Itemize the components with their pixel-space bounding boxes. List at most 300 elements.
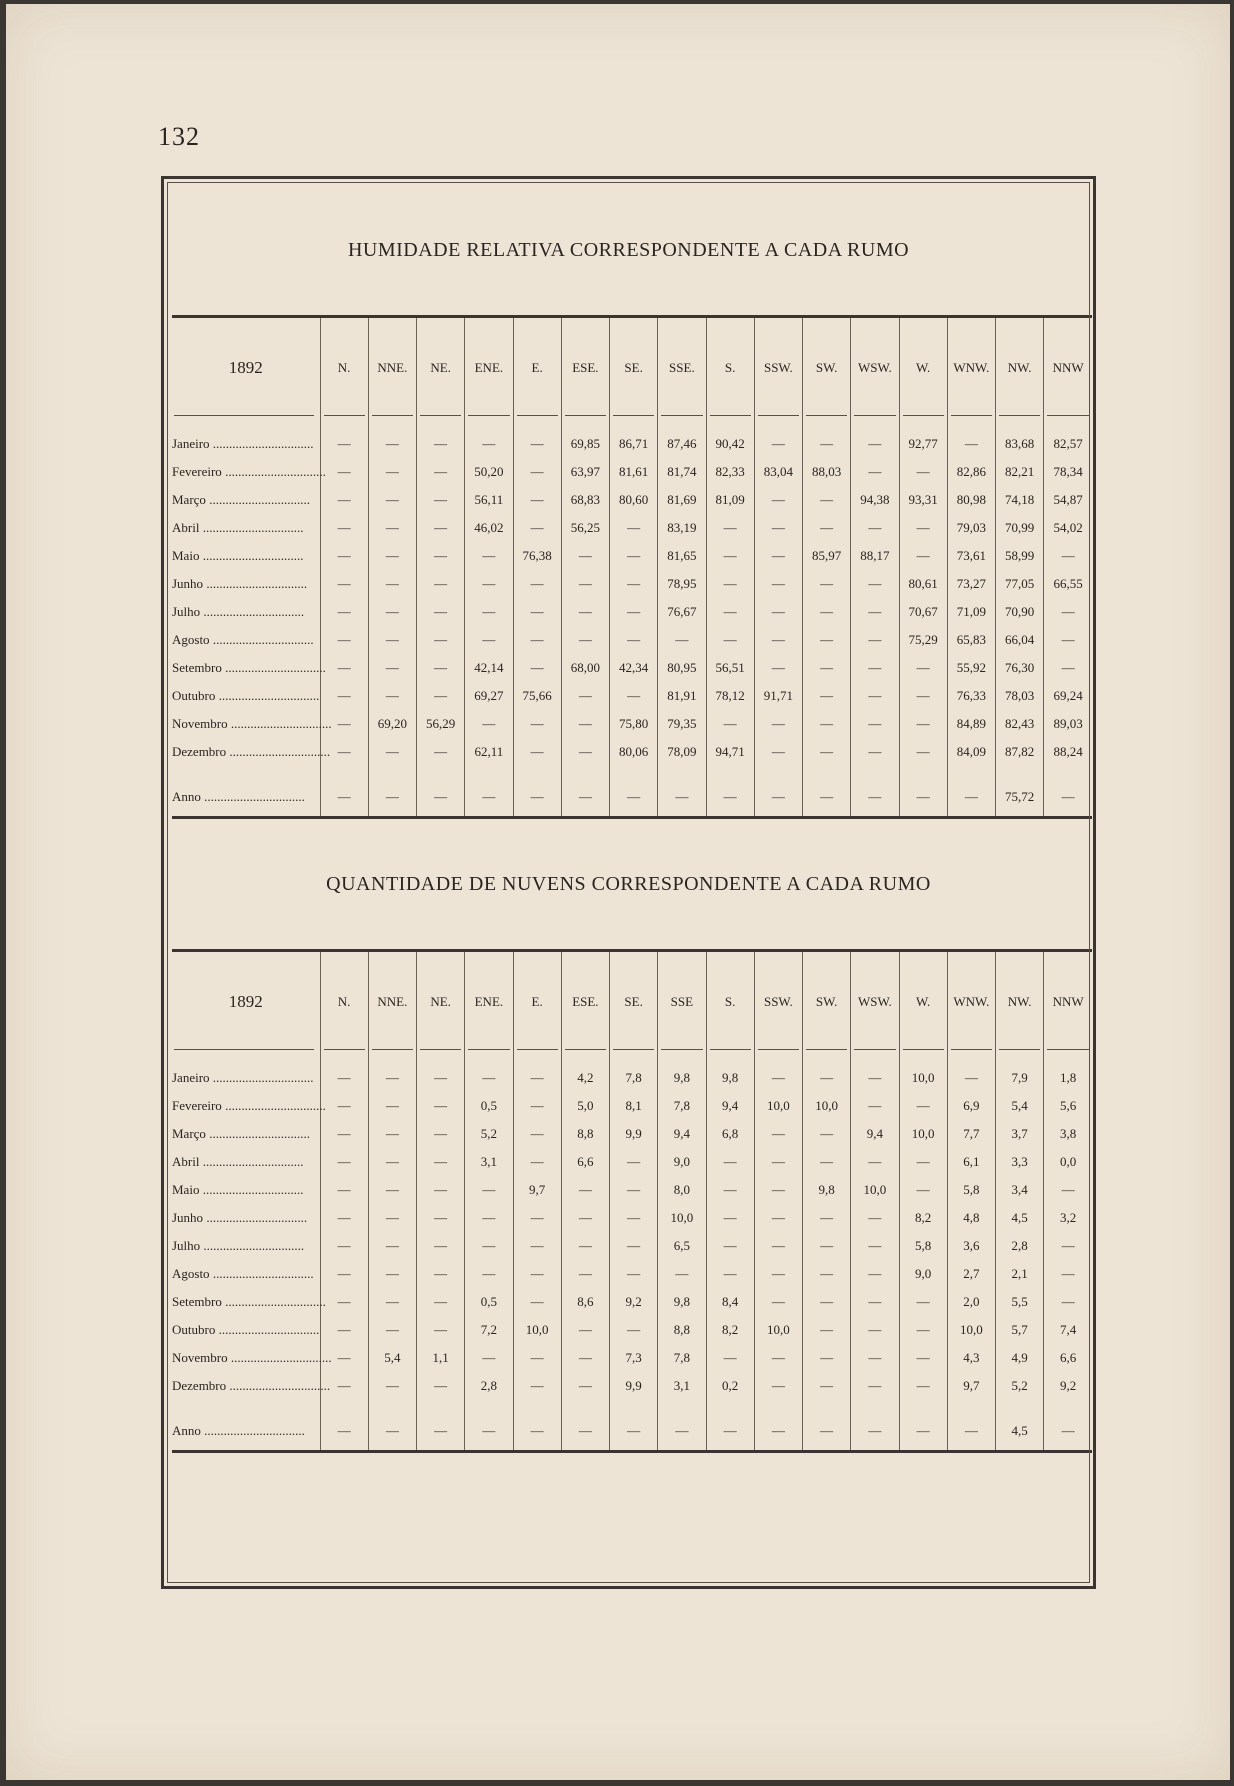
table-cell: — [754,542,802,570]
table-cell: 76,38 [513,542,561,570]
table-cell: 55,92 [947,654,995,682]
table-cell: — [465,766,513,818]
table-cell: 0,5 [465,1092,513,1120]
table-cell: 77,05 [996,570,1044,598]
table-row [172,1316,1092,1344]
table-row [172,626,1092,654]
table-cell: — [417,1120,465,1148]
table-cell: 80,98 [947,486,995,514]
table-cell: — [803,682,851,710]
table-cell: 8,1 [610,1092,658,1120]
table-cell: — [561,1260,609,1288]
table-cell: 84,09 [947,738,995,766]
table-cell: — [899,514,947,542]
month-label: Janeiro ............................... [172,1070,314,1085]
table-cell: — [1044,1288,1092,1316]
table-cell: 10,0 [947,1316,995,1344]
table-cell: — [465,1344,513,1372]
table-cell: — [754,1148,802,1176]
table-cell: — [706,710,754,738]
table-cell: 65,83 [947,626,995,654]
column-header-label: SE. [624,994,643,1009]
clouds-table [172,949,1092,1453]
column-header [947,317,995,419]
column-header [561,317,609,419]
table-cell: 7,9 [996,1064,1044,1092]
annual-row [172,1400,1092,1452]
table-cell: 4,3 [947,1344,995,1372]
table-cell: 70,67 [899,598,947,626]
table-cell: — [851,1344,899,1372]
table-cell: — [610,570,658,598]
column-header-label: SE. [624,360,643,375]
table-cell: 10,0 [851,1176,899,1204]
table-cell: 5,8 [947,1176,995,1204]
table-cell: — [513,598,561,626]
table-cell: — [513,1260,561,1288]
table-cell: 2,8 [996,1232,1044,1260]
table-cell: 70,90 [996,598,1044,626]
table-cell: — [803,570,851,598]
column-header [996,317,1044,419]
month-name: Dezembro [172,744,227,759]
table-cell: 9,0 [658,1148,706,1176]
table-cell: — [803,1400,851,1452]
table-cell: — [320,1260,368,1288]
table-cell: — [803,738,851,766]
table-cell: — [320,682,368,710]
table-cell: 78,03 [996,682,1044,710]
table-cell: — [320,1344,368,1372]
table-cell: — [706,626,754,654]
month-label: Abril ............................... [172,520,304,535]
column-header [706,951,754,1053]
column-header [417,317,465,419]
table-cell: 9,7 [513,1176,561,1204]
month-name: Novembro [172,716,228,731]
table-row [172,1344,1092,1372]
table-cell: 56,11 [465,486,513,514]
table-cell: — [851,654,899,682]
month-label: Dezembro ............................... [172,744,331,759]
table-cell: 42,14 [465,654,513,682]
table-cell: 9,4 [706,1092,754,1120]
table-row [172,1148,1092,1176]
table-cell: — [754,1176,802,1204]
table-cell: — [561,542,609,570]
table-cell: — [803,514,851,542]
table-cell: — [513,1204,561,1232]
table-cell: — [320,1288,368,1316]
annual-name: Anno [172,1423,201,1438]
table-row [172,654,1092,682]
table-cell: — [320,1204,368,1232]
table-cell: — [706,542,754,570]
table-cell: — [320,430,368,458]
month-label: Dezembro ............................... [172,1378,331,1393]
column-header-label: S. [724,994,736,1009]
table-cell: 81,61 [610,458,658,486]
table-cell: — [417,682,465,710]
table-cell: 8,2 [899,1204,947,1232]
column-header [851,951,899,1053]
table-cell: — [1044,598,1092,626]
table-cell: — [899,682,947,710]
table-cell: 78,34 [1044,458,1092,486]
table-cell: — [899,1176,947,1204]
table-cell: — [368,1148,416,1176]
table-cell: 82,43 [996,710,1044,738]
table-cell: — [465,1260,513,1288]
table-cell: — [368,1120,416,1148]
column-header-label: ENE. [474,360,504,375]
table-cell: 54,87 [1044,486,1092,514]
table-cell: — [513,486,561,514]
month-label: Fevereiro ............................... [172,464,326,479]
table-cell: — [851,430,899,458]
month-label: Março ............................... [172,492,310,507]
month-name: Setembro [172,1294,222,1309]
table-cell: — [465,626,513,654]
table-cell: 3,1 [658,1372,706,1400]
table-cell: — [658,626,706,654]
table-cell: — [803,1316,851,1344]
column-header-label: ESE. [572,360,599,375]
table-cell: 3,8 [1044,1120,1092,1148]
table-cell: — [706,766,754,818]
table-cell: — [803,710,851,738]
table-cell: — [610,682,658,710]
table-cell: — [320,1120,368,1148]
table-cell: 68,00 [561,654,609,682]
table-cell: — [803,766,851,818]
table-cell: — [803,1372,851,1400]
table-cell: — [1044,626,1092,654]
table-cell: 0,0 [1044,1148,1092,1176]
table-cell: — [368,626,416,654]
table-cell: 6,5 [658,1232,706,1260]
table-cell: — [1044,654,1092,682]
table-cell: 75,29 [899,626,947,654]
table-cell: — [754,1288,802,1316]
table-cell: — [803,1232,851,1260]
column-header-label: N. [337,994,351,1009]
table-cell: — [368,654,416,682]
table-cell: — [947,430,995,458]
table-cell: — [851,710,899,738]
month-label: Maio ............................... [172,1182,304,1197]
table-cell: — [754,766,802,818]
table-cell: — [513,430,561,458]
month-name: Janeiro [172,1070,210,1085]
column-header [851,317,899,419]
table-cell: 76,30 [996,654,1044,682]
table-cell: 5,4 [368,1344,416,1372]
column-header-label: SSW. [763,360,793,375]
table-cell: — [368,570,416,598]
table-cell: — [561,1232,609,1260]
table-cell: 63,97 [561,458,609,486]
table-cell: 76,67 [658,598,706,626]
table-cell: 10,0 [803,1092,851,1120]
table-cell: 9,8 [658,1288,706,1316]
table-cell: 69,85 [561,430,609,458]
table-cell: — [465,1400,513,1452]
table-cell: 83,04 [754,458,802,486]
table-cell: 5,5 [996,1288,1044,1316]
table-cell: — [320,738,368,766]
table-cell: — [706,514,754,542]
table-cell: — [417,598,465,626]
table-cell: — [899,458,947,486]
column-header [658,317,706,419]
table-cell: 69,27 [465,682,513,710]
column-header [610,317,658,419]
table-cell: 8,2 [706,1316,754,1344]
table-cell: 71,09 [947,598,995,626]
table-cell: — [561,598,609,626]
table-cell: — [899,1372,947,1400]
clouds-table-title: QUANTIDADE DE NUVENS CORRESPONDENTE A CADA RUMO [326,873,931,895]
table-row [172,1232,1092,1260]
table-cell: — [803,598,851,626]
table-cell: 76,33 [947,682,995,710]
table-cell: — [417,570,465,598]
table-cell: — [561,1176,609,1204]
table-cell: 54,02 [1044,514,1092,542]
table-cell: 90,42 [706,430,754,458]
table-cell: 91,71 [754,682,802,710]
column-header [947,951,995,1053]
column-header-label: NW. [1007,360,1032,375]
column-header-label: W. [915,360,931,375]
month-label: Novembro ............................... [172,716,332,731]
table-cell: — [513,1232,561,1260]
table-cell: — [513,1372,561,1400]
table-cell: — [706,1344,754,1372]
table-cell: 0,5 [465,1288,513,1316]
table-cell: — [706,1232,754,1260]
table-cell: — [754,1204,802,1232]
table-row [172,738,1092,766]
table-row [172,1260,1092,1288]
column-header-label: E. [531,360,543,375]
column-header [1044,317,1092,419]
table-cell: — [803,430,851,458]
table-cell: — [1044,766,1092,818]
month-label: Setembro ............................... [172,660,326,675]
table-cell: 81,91 [658,682,706,710]
table-cell: 7,3 [610,1344,658,1372]
table-cell: 50,20 [465,458,513,486]
table-cell: — [465,570,513,598]
table-cell: 81,74 [658,458,706,486]
table-cell: 2,7 [947,1260,995,1288]
table-cell: — [754,710,802,738]
annual-name: Anno [172,789,201,804]
month-name: Fevereiro [172,1098,222,1113]
table-cell: 5,8 [899,1232,947,1260]
table-cell: 56,29 [417,710,465,738]
table-cell: 10,0 [754,1092,802,1120]
column-header [658,951,706,1053]
table-row [172,458,1092,486]
table-cell: — [803,1120,851,1148]
table-cell: — [513,1120,561,1148]
column-header-label: NNE. [377,994,408,1009]
column-header [465,317,513,419]
table-cell: — [513,1288,561,1316]
column-header [513,317,561,419]
table-cell: — [851,514,899,542]
table-cell: — [417,1372,465,1400]
table-cell: 1,1 [417,1344,465,1372]
table-cell: — [561,710,609,738]
table-cell: — [947,1064,995,1092]
table-cell: — [320,542,368,570]
month-name: Março [172,492,206,507]
table-cell: 58,99 [996,542,1044,570]
table-cell: — [513,514,561,542]
table-row [172,1288,1092,1316]
table-cell: 9,9 [610,1120,658,1148]
table-cell: 70,99 [996,514,1044,542]
month-label: Fevereiro ............................... [172,1098,326,1113]
table-cell: — [368,1204,416,1232]
table-cell: 5,2 [465,1120,513,1148]
annual-label: Anno ............................... [172,789,305,804]
table-cell: 73,61 [947,542,995,570]
table-cell: 3,1 [465,1148,513,1176]
table-cell: 10,0 [658,1204,706,1232]
table-cell: 82,21 [996,458,1044,486]
humidity-table [172,315,1092,819]
table-cell: — [754,1400,802,1452]
table-cell: — [417,458,465,486]
table-cell: — [899,710,947,738]
table-cell: — [899,654,947,682]
table-cell: — [851,766,899,818]
table-cell: — [513,766,561,818]
table-cell: — [320,1316,368,1344]
table-cell: — [320,1232,368,1260]
table-cell: — [754,1344,802,1372]
table-cell: 80,61 [899,570,947,598]
month-name: Junho [172,1210,204,1225]
column-header-label: NNW [1052,994,1084,1009]
table-cell: — [368,1176,416,1204]
table-cell: 78,95 [658,570,706,598]
table-cell: — [368,542,416,570]
table-cell: — [899,1148,947,1176]
table-cell: 80,06 [610,738,658,766]
table-cell: — [851,738,899,766]
table-cell: — [417,1288,465,1316]
table-cell: 4,8 [947,1204,995,1232]
table-cell: — [417,654,465,682]
column-header [754,951,802,1053]
table-cell: — [320,570,368,598]
table-cell: 75,66 [513,682,561,710]
month-name: Novembro [172,1350,228,1365]
table-cell: — [754,570,802,598]
table-cell: — [417,738,465,766]
table-cell: 94,38 [851,486,899,514]
table-cell: 4,5 [996,1400,1044,1452]
table-cell: 66,04 [996,626,1044,654]
table-row [172,1092,1092,1120]
table-cell: — [610,514,658,542]
table-cell: 69,20 [368,710,416,738]
table-cell: — [754,1120,802,1148]
table-cell: 8,8 [561,1120,609,1148]
column-header-label: NW. [1007,994,1032,1009]
table-cell: 6,8 [706,1120,754,1148]
table-cell: 7,8 [658,1092,706,1120]
table-cell: 0,2 [706,1372,754,1400]
month-name: Abril [172,520,200,535]
column-header-label: NE. [430,994,451,1009]
column-header [1044,951,1092,1053]
table-row [172,514,1092,542]
table-cell: 9,4 [658,1120,706,1148]
table-cell: — [320,1064,368,1092]
table-cell: 9,2 [1044,1372,1092,1400]
column-header [610,951,658,1053]
table-cell: — [320,598,368,626]
table-cell: 74,18 [996,486,1044,514]
month-label: Outubro ............................... [172,688,320,703]
month-name: Fevereiro [172,464,222,479]
table-row [172,1176,1092,1204]
table-cell: — [706,1176,754,1204]
column-header-label: WSW. [857,994,892,1009]
table-cell: — [368,1260,416,1288]
column-header [803,951,851,1053]
table-cell: 78,09 [658,738,706,766]
table-cell: — [513,1400,561,1452]
month-name: Julho [172,1238,201,1253]
table-cell: — [610,1176,658,1204]
table-cell: — [803,654,851,682]
table-cell: — [465,598,513,626]
table-cell: — [899,1400,947,1452]
table-cell: — [610,766,658,818]
table-cell: — [851,1148,899,1176]
table-cell: 89,03 [1044,710,1092,738]
table-cell: 87,82 [996,738,1044,766]
table-cell: — [561,766,609,818]
column-header-label: SSW. [763,994,793,1009]
table-cell: — [513,738,561,766]
table-cell: — [368,430,416,458]
table-cell: — [658,766,706,818]
table-cell: — [368,1372,416,1400]
table-cell: 88,03 [803,458,851,486]
table-cell: — [368,1400,416,1452]
table-cell: — [368,486,416,514]
table-cell: — [465,430,513,458]
table-cell: — [754,1372,802,1400]
table-cell: — [610,1316,658,1344]
table-cell: — [610,1148,658,1176]
month-name: Outubro [172,1322,216,1337]
table-cell: 3,2 [1044,1204,1092,1232]
header-row [172,317,1092,419]
year-label: 1892 [228,992,263,1011]
table-cell: — [561,1372,609,1400]
tables-frame [161,176,1096,1589]
